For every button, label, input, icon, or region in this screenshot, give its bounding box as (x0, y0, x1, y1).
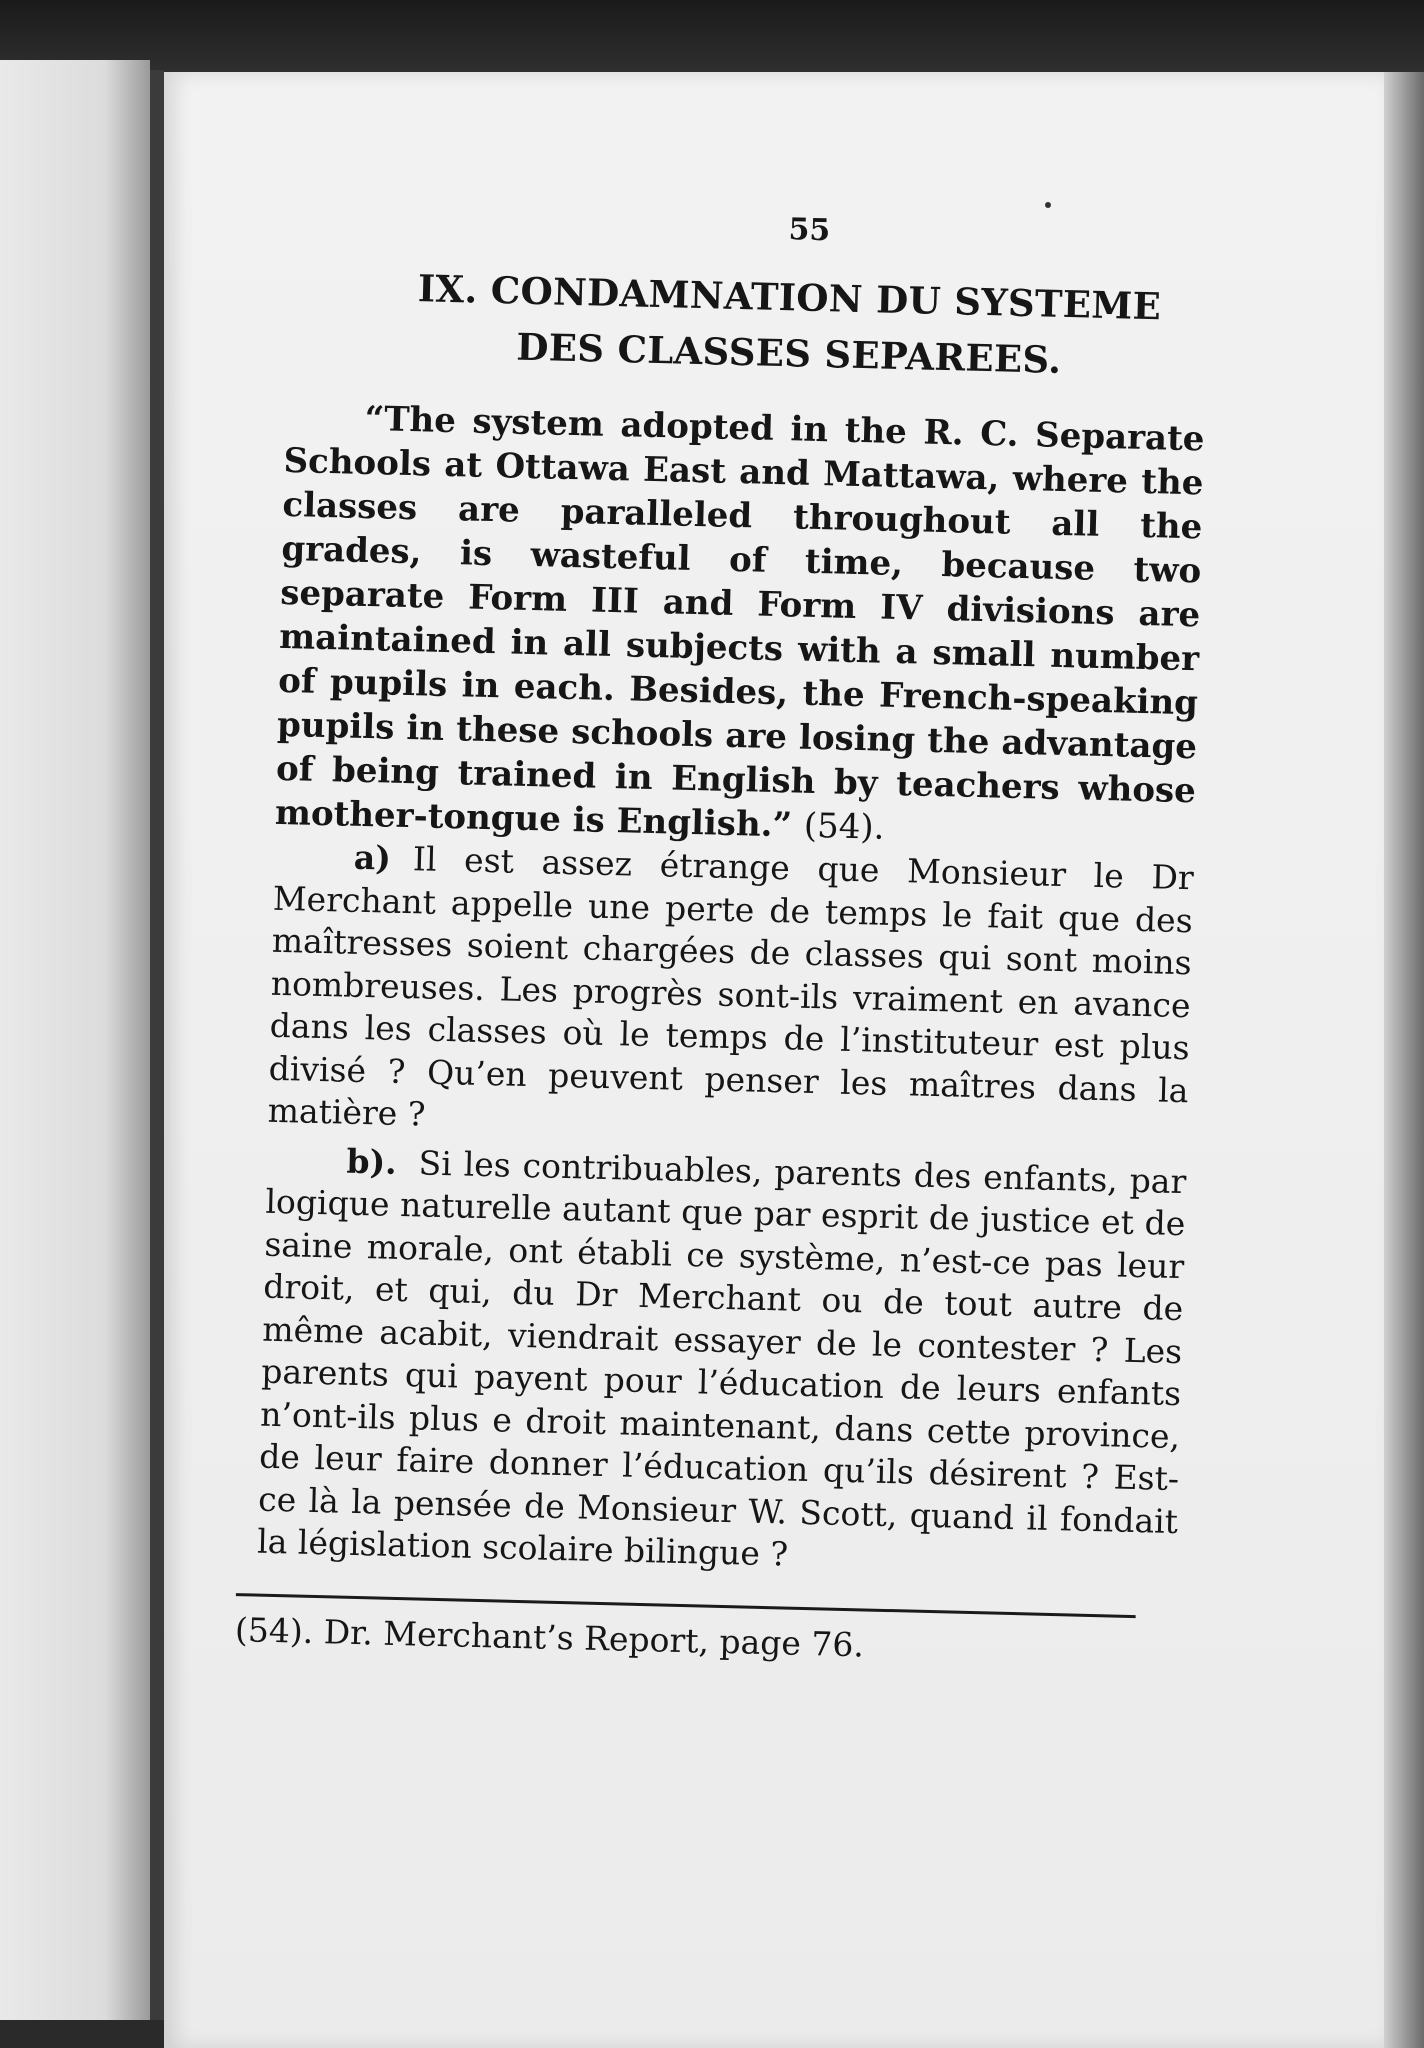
quote-reference: (54). (803, 805, 885, 848)
paragraph-a-marker: a) (353, 837, 392, 878)
paragraph-b-text: Si les contribuables, parents des enfants, par logique naturelle autant que par esprit de justice et de saine morale, ont établi ce système, n’est-ce pas leur droit, et qui, du Dr Merchant ou de tout autre de même acabit, viendrait essayer de le contester ? Les parents qui payent pour l’éducation de leurs enfants n’ont-ils plus e droit maintenant, dans cette province, de leur faire donner l’éducation qu’ils désirent ? Est-ce là la pensée de Monsieur W. Scott, quand il fondait la législation scolaire bilingue ? (256, 1142, 1187, 1574)
facing-page (0, 60, 150, 2020)
dust-speck (1045, 202, 1051, 208)
paragraph-a-text: Il est assez étrange que Monsieur le Dr Merchant appelle une perte de temps le fait que des maîtresses soient chargées de classes qui sont moins nombreuses. Les progrès sont-ils vraiment en avance dans les classes où le temps de l’instituteur est plus divisé ? Qu’en peuvent penser les maîtres dans la matière ? (267, 839, 1195, 1134)
quoted-passage (274, 395, 1204, 857)
footnote: (54). Dr. Merchant’s Report, page 76. (234, 1609, 865, 1664)
page-number: 55 (788, 212, 831, 249)
section-heading (286, 257, 1208, 391)
page-content (234, 200, 1210, 1675)
quote-text: “The system adopted in the R. C. Separate Schools at Ottawa East and Mattawa, where the classes are paralleled throughout all the grades, is wasteful of time, because two separate Form III and Form IV divisions are maintained in all subjects with a small number of pupils in each. Besides, the French-speaking pupils in these schools are losing the advantage of being trained in English by teachers whose mother-tongue is English.” (274, 398, 1205, 846)
paragraph-b (257, 1138, 1187, 1585)
heading-line-1: IX. CONDAMNATION DU SYSTEME (417, 266, 1162, 329)
book-gutter (150, 70, 164, 2020)
page-edge-shadow (1384, 72, 1424, 2048)
quote-indent (284, 397, 365, 439)
heading-line-2: DES CLASSES SEPAREES. (515, 324, 1062, 382)
paragraph-a (267, 835, 1194, 1155)
paragraph-b-marker: b). (346, 1141, 398, 1182)
